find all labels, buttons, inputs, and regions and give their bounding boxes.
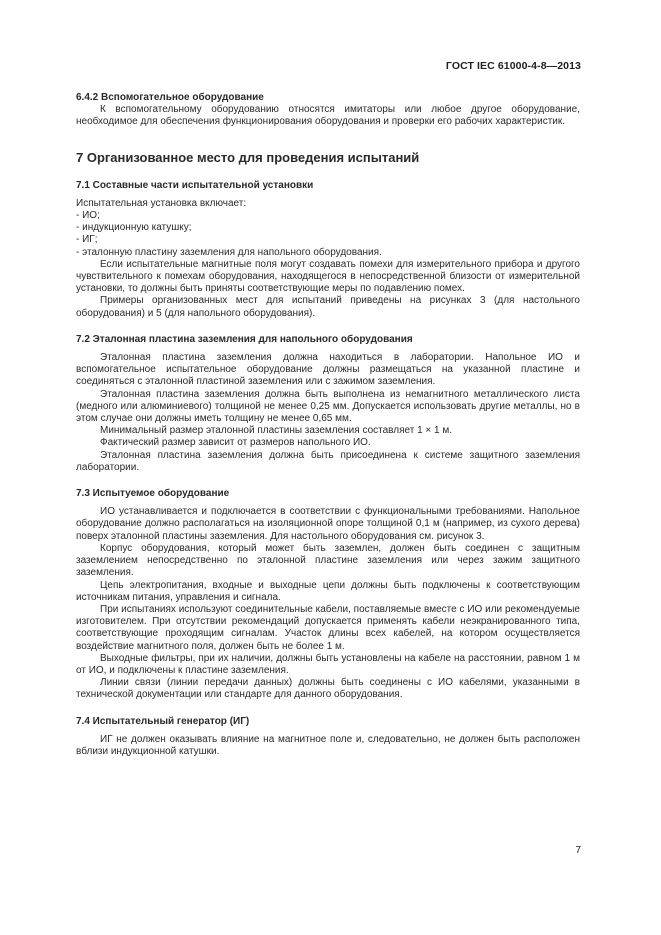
document-body xyxy=(76,92,580,758)
paragraph: Если испытательные магнитные поля могут создавать помехи для измерительного прибора и другого чувствительного к помехам оборудования, находящегося в непосредственной близости от измерительной установки, то должны быть приняты соответствующие меры по подавлению помех. xyxy=(76,258,580,295)
paragraph: Линии связи (линии передачи данных) должны быть соединены с ИО кабелями, указанными в технической документации или стандарте для данного оборудования. xyxy=(76,677,580,701)
list-item: - ИГ; xyxy=(76,234,98,246)
document-header: ГОСТ IEC 61000-4-8—2013 xyxy=(445,60,581,72)
paragraph: Примеры организованных мест для испытаний приведены на рисунках 3 (для настольного оборудования) и 5 (для напольного оборудования). xyxy=(76,295,580,319)
list-item: - ИО; xyxy=(76,210,100,222)
section-7-4 xyxy=(76,716,580,759)
section-7-2-title: 7.2 Эталонная пластина заземления для напольного оборудования xyxy=(76,333,413,345)
section-7-1-title: 7.1 Составные части испытательной установки xyxy=(76,179,314,191)
paragraph: Корпус оборудования, который может быть заземлен, должен быть соединен с защитным заземлением непосредственно по эталонной пластине заземления или через зажим защитного заземления. xyxy=(76,542,580,579)
paragraph: Минимальный размер эталонной пластины заземления составляет 1 × 1 м. xyxy=(100,425,453,437)
section-7-2 xyxy=(76,334,580,474)
paragraph: К вспомогательному оборудованию относятся имитаторы или любое другое оборудование, необходимое для обеспечения функционирования оборудования и проверки его рабочих характеристик. xyxy=(76,104,580,128)
list-item: - эталонную пластину заземления для напольного оборудования. xyxy=(76,246,382,258)
list-item: - индукционную катушку; xyxy=(76,222,192,234)
section-7-3-title: 7.3 Испытуемое оборудование xyxy=(76,488,230,500)
paragraph: Выходные фильтры, при их наличии, должны быть установлены на кабеле на расстоянии, равном 1 м от ИО, и подключены к пластине заземления. xyxy=(76,652,580,676)
paragraph: Цепь электропитания, входные и выходные цепи должны быть подключены к соответствующим источникам питания, управления и сигнала. xyxy=(76,579,580,603)
paragraph: Фактический размер зависит от размеров напольного ИО. xyxy=(100,437,371,449)
paragraph: Эталонная пластина заземления должна быть выполнена из немагнитного металлического листа (медного или алюминиевого) толщиной не менее 0,25 мм. Допускается использовать другие металлы, но в этом случае они должны иметь толщину не менее 0,65 мм. xyxy=(76,388,580,425)
page-number: 7 xyxy=(575,845,581,856)
paragraph: Эталонная пластина заземления должна находиться в лаборатории. Напольное ИО и вспомогательное испытательное оборудование должны размещаться на указанной пластине и соединяться с эталонной пластиной заземления или с зажимом заземления. xyxy=(76,352,580,388)
paragraph: ИГ не должен оказывать влияние на магнитное поле и, следовательно, не должен быть расположен вблизи индукционной катушки. xyxy=(76,733,580,757)
section-7-3 xyxy=(76,488,580,701)
section-7-4-title: 7.4 Испытательный генератор (ИГ) xyxy=(76,715,250,727)
paragraph: Эталонная пластина заземления должна быть присоединена к системе защитного заземления лаборатории. xyxy=(76,449,580,473)
paragraph: При испытаниях используют соединительные кабели, поставляемые вместе с ИО или рекомендуемые изготовителем. При отсутствии рекомендаций допускается применять кабели неэкранированного типа, соответствующие проходящим сигналам. Участок длины всех кабелей, на котором осуществляется воздействие магнитного поля, должен быть не более 1 м. xyxy=(76,603,580,652)
paragraph: Испытательная установка включает: xyxy=(76,197,247,209)
section-6-4-2-title: 6.4.2 Вспомогательное оборудование xyxy=(76,92,264,103)
paragraph: ИО устанавливается и подключается в соответствии с функциональными требованиями. Напольное оборудование должно располагаться на изоляционной опоре толщиной 0,1 м (например, из сухого дерева) поверх эталонной пластины заземления. Для настольного оборудования см. рисунок 3. xyxy=(76,506,580,542)
section-7-title: 7 Организованное место для проведения испытаний xyxy=(76,149,420,165)
section-6-4-2 xyxy=(76,92,580,129)
section-7-1 xyxy=(76,180,580,320)
